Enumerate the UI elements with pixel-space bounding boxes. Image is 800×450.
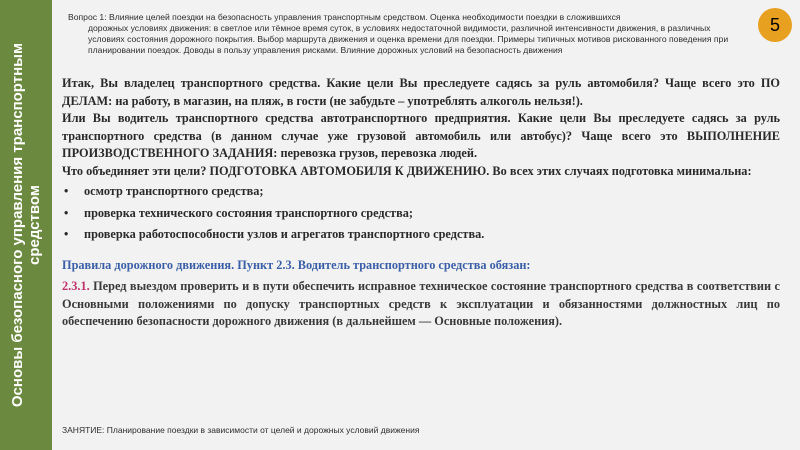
list-item: • проверка технического состояния транспортного средства; xyxy=(62,205,780,223)
footer-label: ЗАНЯТИЕ: xyxy=(62,425,105,435)
footer-text: Планирование поездки в зависимости от целей и дорожных условий движения xyxy=(104,425,420,435)
question-header-continuation: дорожных условиях движения: в светлое или тёмное время суток, в условиях недостаточной видимости, различной интенсивности движения, в различных условиях состояния дорожного покрытия. Выбор маршрута движения и оценка времени для поездки. Примеры типичных мотивов рискованного поведения при планировании поездок. Доводы в пользу управления рисками. Влияние дорожных условий на безопасность движения xyxy=(88,23,729,55)
sidebar-title: Основы безопасного управления транспортным средством xyxy=(9,42,43,408)
question-header-first-line: Вопрос 1: Влияние целей поездки на безопасность управления транспортным средством. Оценка необходимости поездки в сложившихся xyxy=(68,12,621,22)
list-item: • осмотр транспортного средства; xyxy=(62,183,780,201)
paragraph-common-goal: Что объединяет эти цели? ПОДГОТОВКА АВТОМОБИЛЯ К ДВИЖЕНИЮ. Во всех этих случаях подготовка минимальна: xyxy=(62,163,752,178)
rules-number: 2.3.1. xyxy=(62,279,90,293)
list-item: • проверка работоспособности узлов и агрегатов транспортного средства. xyxy=(62,226,780,244)
main-content xyxy=(62,75,780,331)
footer xyxy=(62,425,419,435)
sidebar xyxy=(0,0,52,450)
paragraph-owner: Итак, Вы владелец транспортного средства. Какие цели Вы преследуете садясь за руль автомобиля? Чаще всего это ПО ДЕЛАМ: на работу, в магазин, на пляж, в гости (не забудьте – употреблять алкоголь нельзя!). xyxy=(62,76,780,108)
page-number-badge: 5 xyxy=(758,8,792,42)
paragraph-driver: Или Вы водитель транспортного средства автотранспортного предприятия. Какие цели Вы преследуете садясь за руль транспортного средства (в данном случае уже грузовой автомобиль или автобус)? Чаще всего это ВЫПОЛНЕНИЕ ПРОИЗВОДСТВЕННОГО ЗАДАНИЯ: перевозка грузов, перевозка людей. xyxy=(62,111,780,160)
rules-text: Перед выездом проверить и в пути обеспечить исправное техническое состояние транспортного средства в соответствии с Основными положениями по допуску транспортных средств к эксплуатации и обязанностями должностных лиц по обеспечению безопасности дорожного движения (в дальнейшем — Основные положения). xyxy=(62,279,780,328)
rules-heading: Правила дорожного движения. Пункт 2.3. Водитель транспортного средства обязан: xyxy=(62,257,531,272)
bullet-list xyxy=(62,183,780,244)
rules-paragraph xyxy=(62,278,780,331)
question-header xyxy=(68,12,748,56)
